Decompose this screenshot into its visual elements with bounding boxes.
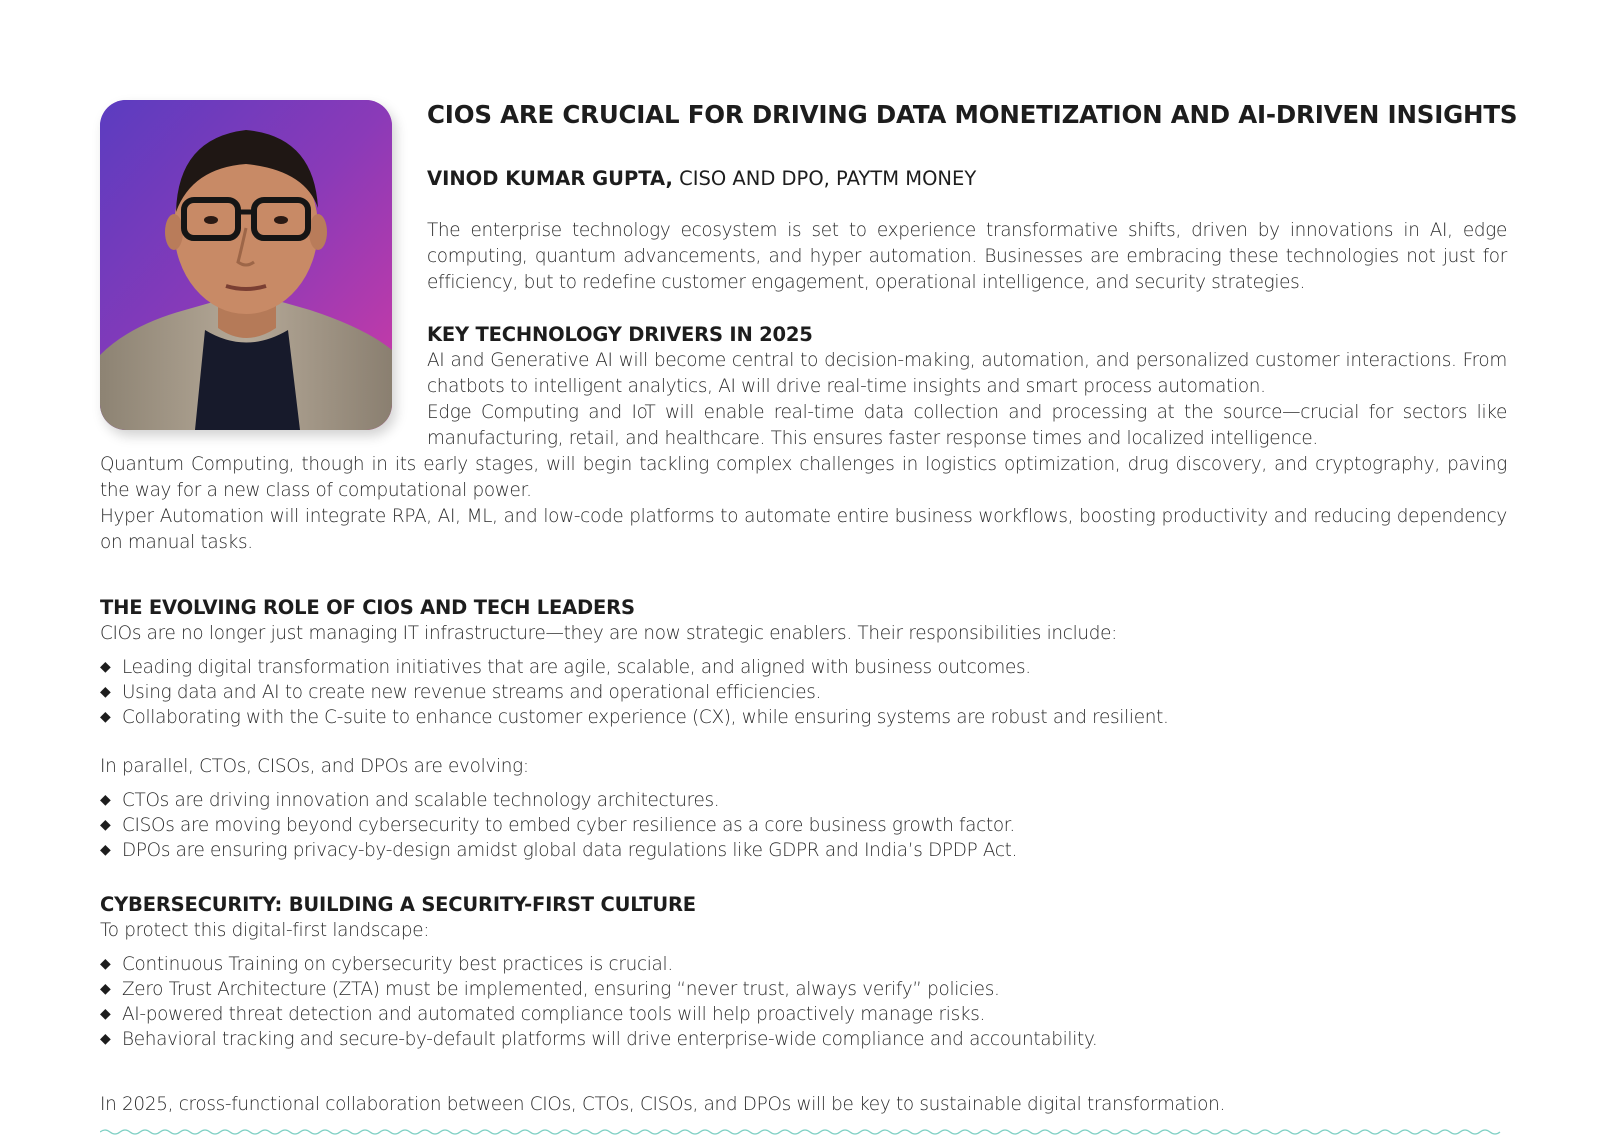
portrait-wrap-spacer [100,322,427,438]
diamond-bullet-icon: ◆ [100,1031,111,1047]
role-bullet-list [100,655,1507,730]
security-heading: CYBERSECURITY: BUILDING A SECURITY-FIRST CULTURE [100,893,696,916]
wavy-divider [100,1128,1507,1136]
list-item: ◆ Continuous Training on cybersecurity best practices is crucial. [100,954,673,975]
parallel-lead: In parallel, CTOs, CISOs, and DPOs are evolving: [100,756,529,777]
list-item: ◆ AI-powered threat detection and automated compliance tools will help proactively manage risks. [100,1004,986,1025]
author-role: CISO AND DPO, PAYTM MONEY [679,167,977,190]
author-name: VINOD KUMAR GUPTA, [427,167,673,190]
drivers-paragraph-hyper-automation: Hyper Automation will integrate RPA, AI, ML, and low-code platforms to automate entire business workflows, boosting productivity and reducing dependency on manual tasks. [100,506,1507,553]
diamond-bullet-icon: ◆ [100,684,111,700]
security-lead: To protect this digital-first landscape: [100,920,430,941]
list-item: ◆ Behavioral tracking and secure-by-default platforms will drive enterprise-wide compliance and accountability. [100,1029,1098,1050]
parallel-section [100,754,1507,863]
list-item: ◆ DPOs are ensuring privacy-by-design amidst global data regulations like GDPR and India’s DPDP Act. [100,840,1018,861]
diamond-bullet-icon: ◆ [100,842,111,858]
diamond-bullet-icon: ◆ [100,792,111,808]
diamond-bullet-icon: ◆ [100,1006,111,1022]
intro-paragraph: The enterprise technology ecosystem is set to experience transformative shifts, driven by innovations in AI, edge computing, quantum advancements, and hyper automation. Businesses are embracing these technologies not just for efficiency, but to redefine customer engagement, operational intelligence, and security strategies. [427,220,1507,293]
parallel-bullet-list [100,788,1507,863]
list-item: ◆ CTOs are driving innovation and scalable technology architectures. [100,790,720,811]
drivers-heading: KEY TECHNOLOGY DRIVERS IN 2025 [427,323,813,346]
role-section [100,595,1507,730]
diamond-bullet-icon: ◆ [100,981,111,997]
diamond-bullet-icon: ◆ [100,659,111,675]
diamond-bullet-icon: ◆ [100,817,111,833]
role-lead: CIOs are no longer just managing IT infrastructure—they are now strategic enablers. Their responsibilities include: [100,623,1118,644]
list-item: ◆ Zero Trust Architecture (ZTA) must be implemented, ensuring “never trust, always verify” policies. [100,979,1000,1000]
list-item: ◆ Leading digital transformation initiatives that are agile, scalable, and aligned with business outcomes. [100,657,1031,678]
diamond-bullet-icon: ◆ [100,709,111,725]
drivers-paragraph-ai: AI and Generative AI will become central to decision-making, automation, and personalized customer interactions. From chatbots to intelligent analytics, AI will drive real-time insights and smart process automation. [427,350,1507,397]
article-title: CIOS ARE CRUCIAL FOR DRIVING DATA MONETIZATION AND AI-DRIVEN INSIGHTS [427,100,1518,129]
author-byline [427,167,976,190]
security-bullet-list [100,952,1507,1052]
drivers-paragraph-edge: Edge Computing and IoT will enable real-time data collection and processing at the source—crucial for sectors like manufacturing, retail, and healthcare. This ensures faster response times and localized intelligence. [427,402,1507,449]
list-item: ◆ Using data and AI to create new revenue streams and operational efficiencies. [100,682,822,703]
role-heading: THE EVOLVING ROLE OF CIOS AND TECH LEADERS [100,596,635,619]
closing-paragraph: In 2025, cross-functional collaboration between CIOs, CTOs, CISOs, and DPOs will be key to sustainable digital transformation. [100,1094,1226,1115]
diamond-bullet-icon: ◆ [100,956,111,972]
drivers-paragraph-quantum: Quantum Computing, though in its early stages, will begin tackling complex challenges in logistics optimization, drug discovery, and cryptography, paving the way for a new class of computational power. [100,454,1507,501]
list-item: ◆ Collaborating with the C-suite to enhance customer experience (CX), while ensuring systems are robust and resilient. [100,707,1169,728]
list-item: ◆ CISOs are moving beyond cybersecurity to embed cyber resilience as a core business growth factor. [100,815,1015,836]
security-section [100,892,1507,1052]
drivers-section [100,322,1507,556]
